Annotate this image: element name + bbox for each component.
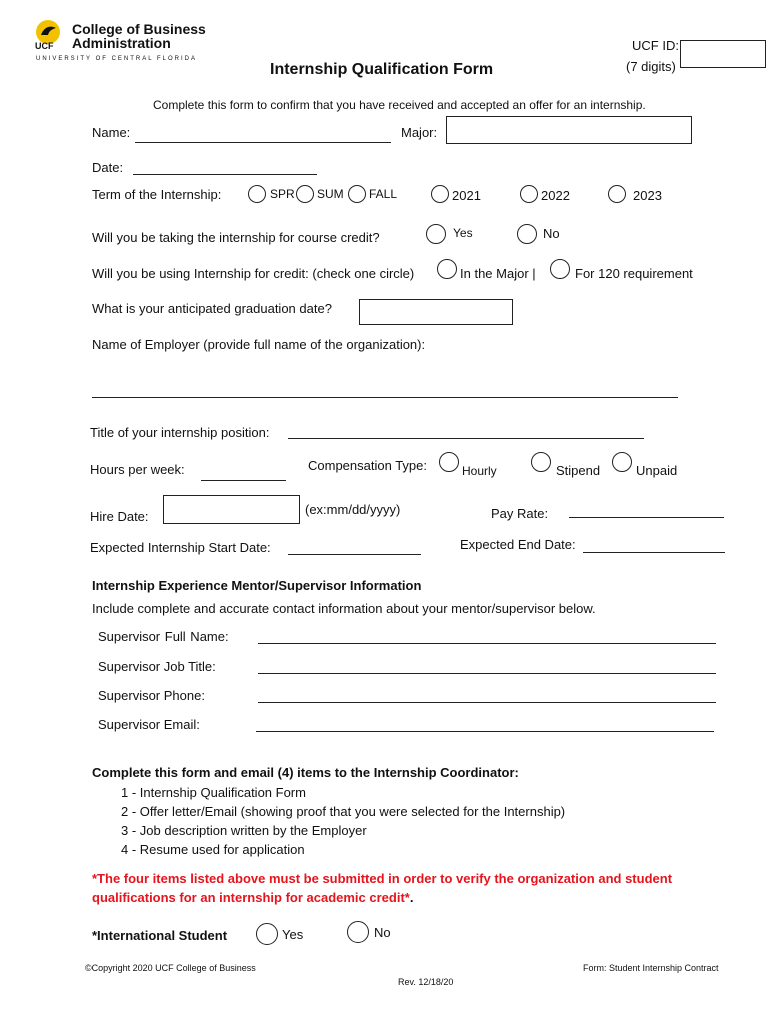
term-spr-label: SPR [270,187,295,201]
end-date-field[interactable] [583,552,725,553]
credit-in-major-label: In the Major | [460,266,536,281]
supervisor-phone-field[interactable] [258,702,716,703]
course-credit-yes-radio[interactable] [426,224,446,244]
term-label: Term of the Internship: [92,187,222,202]
date-format-hint: (ex:mm/dd/yyyy) [305,502,401,517]
year-2022-radio[interactable] [520,185,538,203]
ucf-id-input[interactable] [680,40,766,68]
compensation-unpaid-label: Unpaid [636,463,678,478]
footer-form-name: Form: Student Internship Contract [583,963,719,973]
hire-date-label: Hire Date: [90,509,149,524]
submission-item-2: 2 - Offer letter/Email (showing proof that you were selected for the Internship) [121,804,566,819]
year-2023-label: 2023 [633,188,662,203]
mentor-heading: Internship Experience Mentor/Supervisor Information [92,578,422,593]
footer-copyright: ©Copyright 2020 UCF College of Business [85,963,256,973]
year-2021-radio[interactable] [431,185,449,203]
graduation-date-input[interactable] [359,299,513,325]
major-input[interactable] [446,116,692,144]
compensation-unpaid-radio[interactable] [612,452,632,472]
supervisor-name-field[interactable] [258,643,716,644]
term-sum-label: SUM [317,187,344,201]
logo-ucf: UCF [35,41,54,51]
position-label: Title of your internship position: [90,425,270,440]
credit-120-radio[interactable] [550,259,570,279]
ucf-id-hint: (7 digits) [626,59,676,74]
date-label: Date: [92,160,124,175]
name-label: Name: [92,125,131,140]
credit-in-major-radio[interactable] [437,259,457,279]
credit-use-question: Will you be using Internship for credit: (check one circle) [92,266,415,281]
submission-item-1: 1 - Internship Qualification Form [121,785,306,800]
submission-warning-line2-wrap [92,890,413,905]
start-date-label: Expected Internship Start Date: [90,540,271,555]
position-field[interactable] [288,438,644,439]
international-yes-radio[interactable] [256,923,278,945]
supervisor-title-label: Supervisor Job Title: [98,659,216,674]
logo-title-line1: College of Business [72,21,206,37]
credit-120-label: For 120 requirement [575,266,693,281]
submission-item-3: 3 - Job description written by the Employer [121,823,367,838]
submission-heading: Complete this form and email (4) items to the Internship Coordinator: [92,765,519,780]
submission-warning-line1: *The four items listed above must be submitted in order to verify the organization and student [92,871,673,886]
supervisor-email-label: Supervisor Email: [98,717,200,732]
compensation-hourly-radio[interactable] [439,452,459,472]
date-field[interactable] [133,174,317,175]
course-credit-yes-label: Yes [453,226,473,240]
year-2022-label: 2022 [541,188,570,203]
term-fall-label: FALL [369,187,398,201]
name-field[interactable] [135,142,391,143]
logo-title-line2: Administration [72,35,171,51]
international-yes-label: Yes [282,927,304,942]
end-date-label: Expected End Date: [460,537,576,552]
course-credit-no-radio[interactable] [517,224,537,244]
hours-label: Hours per week: [90,462,185,477]
major-label: Major: [401,125,438,140]
compensation-hourly-label: Hourly [462,464,497,478]
compensation-label: Compensation Type: [308,458,427,473]
international-no-label: No [374,925,391,940]
supervisor-phone-label: Supervisor Phone: [98,688,205,703]
pay-rate-field[interactable] [569,517,724,518]
submission-item-4: 4 - Resume used for application [121,842,305,857]
form-title: Internship Qualification Form [270,61,494,78]
international-student-label: *International Student [92,928,228,943]
footer-revision: Rev. 12/18/20 [398,977,454,987]
hire-date-input[interactable] [163,495,300,524]
start-date-field[interactable] [288,554,421,555]
year-2021-label: 2021 [452,188,481,203]
employer-label: Name of Employer (provide full name of the organization): [92,337,426,352]
ucf-id-label: UCF ID: [632,38,679,53]
hours-field[interactable] [201,480,286,481]
supervisor-name-label: Supervisor Full Name: [98,629,229,644]
submission-warning-line2: qualifications for an internship for academic credit* [92,890,410,905]
compensation-stipend-radio[interactable] [531,452,551,472]
term-sum-radio[interactable] [296,185,314,203]
course-credit-no-label: No [543,226,560,241]
graduation-label: What is your anticipated graduation date? [92,301,332,316]
compensation-stipend-label: Stipend [556,463,601,478]
pay-rate-label: Pay Rate: [491,506,549,521]
mentor-instructions: Include complete and accurate contact information about your mentor/supervisor below. [92,601,596,616]
term-spr-radio[interactable] [248,185,266,203]
supervisor-title-field[interactable] [258,673,716,674]
logo-university: UNIVERSITY OF CENTRAL FLORIDA [36,56,198,62]
international-no-radio[interactable] [347,921,369,943]
year-2023-radio[interactable] [608,185,626,203]
course-credit-question: Will you be taking the internship for course credit? [92,230,380,245]
form-instructions: Complete this form to confirm that you have received and accepted an offer for an internship. [153,98,646,112]
employer-field[interactable] [92,397,678,398]
submission-warning-end: . [409,890,414,905]
supervisor-email-field[interactable] [256,731,714,732]
term-fall-radio[interactable] [348,185,366,203]
